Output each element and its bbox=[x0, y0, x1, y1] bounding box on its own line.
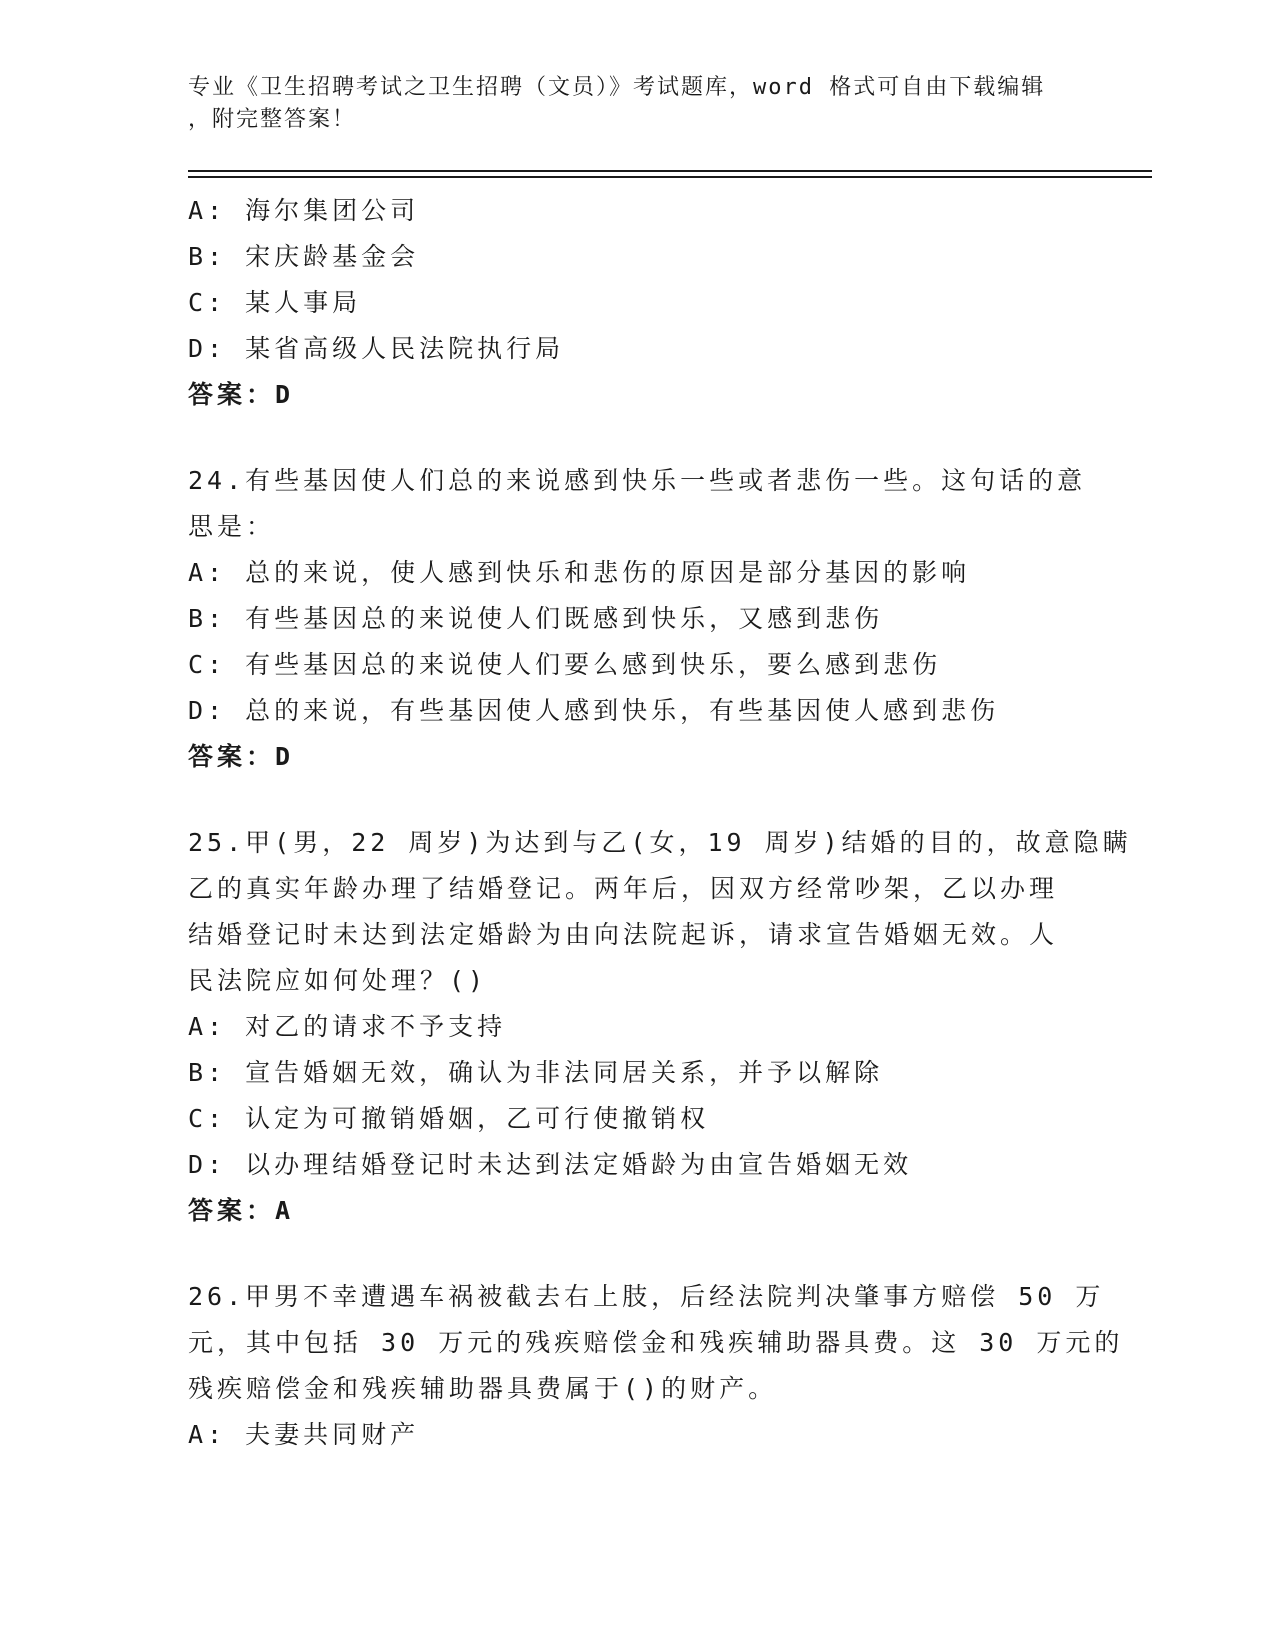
document-header bbox=[188, 72, 1088, 136]
question-text-line: 思是： bbox=[188, 512, 276, 541]
question-block-26 bbox=[188, 1274, 1124, 1458]
header-line-1: 专业《卫生招聘考试之卫生招聘（文员）》考试题库，word 格式可自由下载编辑 bbox=[188, 75, 1046, 100]
answer: 答案：D bbox=[188, 742, 295, 771]
question-text-line: 25.甲(男，22 周岁)为达到与乙(女，19 周岁)结婚的目的，故意隐瞒 bbox=[188, 828, 1132, 857]
option-c: C: 某人事局 bbox=[188, 288, 362, 317]
document-body bbox=[188, 188, 1132, 1458]
option-b: B: 宣告婚姻无效，确认为非法同居关系，并予以解除 bbox=[188, 1058, 884, 1087]
option-d: D: 某省高级人民法院执行局 bbox=[188, 334, 565, 363]
question-text-line: 乙的真实年龄办理了结婚登记。两年后，因双方经常吵架，乙以办理 bbox=[188, 874, 1059, 903]
question-text-line: 民法院应如何处理？() bbox=[188, 966, 488, 995]
option-a: A: 总的来说，使人感到快乐和悲伤的原因是部分基因的影响 bbox=[188, 558, 971, 587]
header-line-2: ，附完整答案！ bbox=[188, 107, 357, 132]
header-rule-bottom bbox=[188, 176, 1152, 178]
question-text-line: 24.有些基因使人们总的来说感到快乐一些或者悲伤一些。这句话的意 bbox=[188, 466, 1087, 495]
question-block-24 bbox=[188, 458, 1088, 780]
answer: 答案：A bbox=[188, 1196, 295, 1225]
option-a: A: 海尔集团公司 bbox=[188, 196, 420, 225]
option-a: A: 对乙的请求不予支持 bbox=[188, 1012, 507, 1041]
option-b: B: 有些基因总的来说使人们既感到快乐，又感到悲伤 bbox=[188, 604, 884, 633]
option-c: C: 有些基因总的来说使人们要么感到快乐，要么感到悲伤 bbox=[188, 650, 942, 679]
option-c: C: 认定为可撤销婚姻，乙可行使撤销权 bbox=[188, 1104, 710, 1133]
header-rule-top bbox=[188, 170, 1152, 172]
option-d: D: 以办理结婚登记时未达到法定婚龄为由宣告婚姻无效 bbox=[188, 1150, 913, 1179]
question-text-line: 残疾赔偿金和残疾辅助器具费属于()的财产。 bbox=[188, 1374, 778, 1403]
question-block-23 bbox=[188, 188, 1088, 418]
question-text-line: 结婚登记时未达到法定婚龄为由向法院起诉，请求宣告婚姻无效。人 bbox=[188, 920, 1059, 949]
question-block-25 bbox=[188, 820, 1132, 1234]
option-a: A: 夫妻共同财产 bbox=[188, 1420, 420, 1449]
option-d: D: 总的来说，有些基因使人感到快乐，有些基因使人感到悲伤 bbox=[188, 696, 1000, 725]
option-b: B: 宋庆龄基金会 bbox=[188, 242, 420, 271]
answer: 答案：D bbox=[188, 380, 295, 409]
question-text-line: 26.甲男不幸遭遇车祸被截去右上肢，后经法院判决肇事方赔偿 50 万 bbox=[188, 1282, 1105, 1311]
question-text-line: 元，其中包括 30 万元的残疾赔偿金和残疾辅助器具费。这 30 万元的 bbox=[188, 1328, 1124, 1357]
